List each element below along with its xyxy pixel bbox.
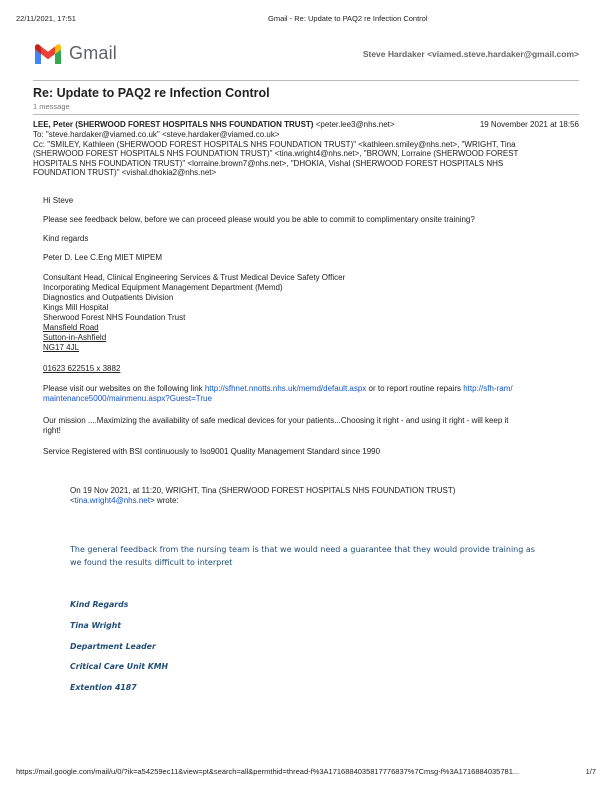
from-email[interactable]: <peter.lee3@nhs.net> bbox=[313, 120, 395, 129]
print-datetime: 22/11/2021, 17:51 bbox=[16, 14, 76, 23]
body-paragraph: Please see feedback below, before we can proceed please would you be able to commit to complimentary onsite training? bbox=[43, 215, 475, 224]
websites-prefix: Please visit our websites on the following link bbox=[43, 384, 205, 393]
feedback-line: The general feedback from the nursing team is that we would need a guarantee that they would provide training as bbox=[70, 545, 535, 554]
message-to: To: "steve.hardaker@viamed.co.uk" <steve.hardaker@viamed.co.uk> bbox=[33, 130, 280, 139]
message-from bbox=[33, 120, 395, 129]
message-cc-line: FOUNDATION TRUST)" <vishal.dhokia2@nhs.net> bbox=[33, 168, 217, 177]
print-url: https://mail.google.com/mail/u/0/?ik=a54259ec11&view=pt&search=all&permthid=thread-f%3A1716884035817776837%7Cmsg-f%3A1716884035781... bbox=[16, 767, 520, 776]
closing-regards: Kind regards bbox=[43, 234, 89, 243]
thread-subject: Re: Update to PAQ2 re Infection Control bbox=[33, 86, 270, 100]
header-divider bbox=[33, 80, 579, 81]
signature-line: Sherwood Forest NHS Foundation Trust bbox=[43, 313, 186, 322]
repairs-link[interactable]: http://sfh-ram/ bbox=[463, 384, 513, 393]
feedback-line: we found the results difficult to interpret bbox=[70, 558, 233, 567]
subject-divider bbox=[33, 114, 579, 115]
page-number: 1/7 bbox=[585, 767, 596, 776]
gmail-wordmark: Gmail bbox=[69, 43, 118, 63]
phone-number[interactable]: 01623 622515 x 3882 bbox=[43, 364, 121, 373]
mission-line: right! bbox=[43, 426, 61, 435]
message-cc-line: Cc: "SMILEY, Kathleen (SHERWOOD FOREST HOSPITALS NHS FOUNDATION TRUST)" <kathleen.smiley@nhs.net>, "WRIGHT, Tina bbox=[33, 139, 516, 149]
quote-signoff: Critical Care Unit KMH bbox=[70, 662, 169, 671]
signature-line: Kings Mill Hospital bbox=[43, 303, 109, 312]
quote-sender-email-link[interactable]: tina.wright4@nhs.net bbox=[74, 496, 150, 505]
quote-intro: On 19 Nov 2021, at 11:20, WRIGHT, Tina (SHERWOOD FOREST HOSPITALS NHS FOUNDATION TRUST) bbox=[70, 486, 456, 495]
sender-name: Peter D. Lee C.Eng MIET MIPEM bbox=[43, 253, 163, 262]
message-date: 19 November 2021 at 18:56 bbox=[479, 120, 579, 129]
greeting: Hi Steve bbox=[43, 196, 74, 205]
bracket-close: > wrote: bbox=[149, 496, 179, 505]
quote-signoff: Department Leader bbox=[70, 642, 156, 651]
message-cc-line: (SHERWOOD FOREST HOSPITALS NHS FOUNDATION TRUST)" <tina.wright4@nhs.net>, "BROWN, Lorraine (SHERWOOD FOREST bbox=[33, 149, 519, 158]
message-count: 1 message bbox=[33, 102, 70, 111]
quote-intro-email bbox=[70, 496, 179, 505]
service-registration: Service Registered with BSI continuously to Iso9001 Quality Management Standard since 1990 bbox=[43, 447, 381, 456]
gmail-logo-icon bbox=[33, 43, 63, 65]
address-line[interactable]: Mansfield Road bbox=[43, 323, 99, 332]
account-email: Steve Hardaker <viamed.steve.hardaker@gmail.com> bbox=[362, 49, 579, 59]
address-line[interactable]: NG17 4JL bbox=[43, 343, 80, 352]
print-title: Gmail - Re: Update to PAQ2 re Infection Control bbox=[268, 14, 428, 23]
bracket-open: < bbox=[70, 496, 75, 505]
address-line[interactable]: Sutton-in-Ashfield bbox=[43, 333, 107, 342]
repairs-link-continued[interactable]: maintenance5000/mainmenu.aspx?Guest=True bbox=[43, 394, 212, 403]
signature-line: Incorporating Medical Equipment Management Department (Memd) bbox=[43, 283, 283, 292]
mission-line: Our mission ....Maximizing the availability of safe medical devices for your patients...Choosing it right - and using it right - will keep it bbox=[43, 416, 509, 425]
memd-website-link[interactable]: http://sfhnet.nnotts.nhs.uk/memd/default.aspx bbox=[204, 384, 367, 393]
signature-line: Consultant Head, Clinical Engineering Services & Trust Medical Device Safety Officer bbox=[43, 273, 346, 282]
signature-line: Diagnostics and Outpatients Division bbox=[43, 293, 174, 302]
quote-signoff: Tina Wright bbox=[70, 621, 122, 630]
websites-line bbox=[43, 384, 513, 393]
quote-signoff: Kind Regards bbox=[70, 600, 129, 609]
message-cc-line: HOSPITALS NHS FOUNDATION TRUST)" <lorraine.brown7@nhs.net>, "DHOKIA, Vishal (SHERWOOD FOREST HOSPITALS NHS bbox=[33, 158, 504, 168]
websites-mid: or to report routine repairs bbox=[366, 384, 464, 393]
quote-signoff: Extention 4187 bbox=[70, 683, 137, 692]
from-name: LEE, Peter (SHERWOOD FOREST HOSPITALS NHS FOUNDATION TRUST) bbox=[33, 120, 314, 129]
